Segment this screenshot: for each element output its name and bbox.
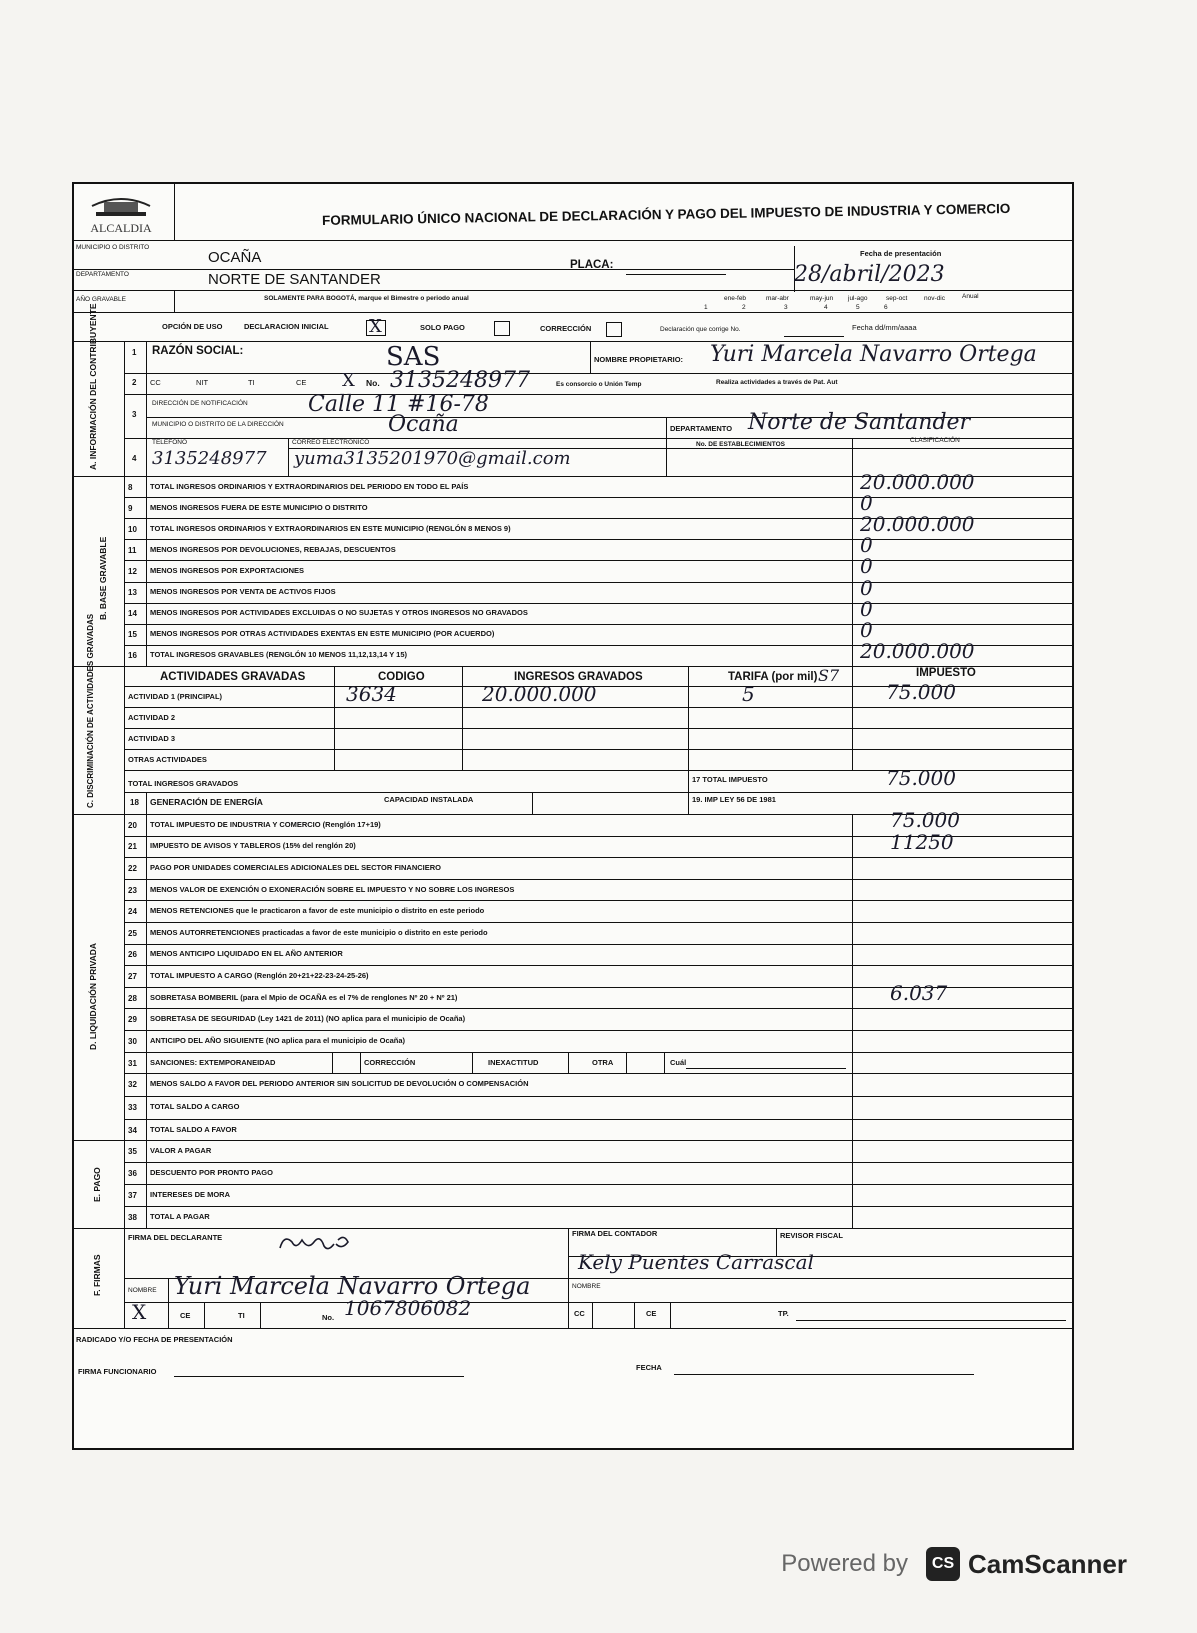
fecha-corrige-label: Fecha dd/mm/aaaa [852, 323, 917, 332]
sanciones-otra: OTRA [592, 1057, 614, 1067]
form-title: FORMULARIO ÚNICO NACIONAL DE DECLARACIÓN Y PAGO DEL IMPUESTO DE INDUSTRIA Y COMERCIO [321, 200, 1011, 229]
correo-label: CORREO ELECTRONICO [292, 439, 370, 446]
row-label-21: IMPUESTO DE AVISOS Y TABLEROS (15% del renglón 20) [150, 841, 356, 851]
propietario-value: Yuri Marcela Navarro Ortega [710, 342, 1037, 367]
row-value-14[interactable]: 0 [860, 596, 873, 621]
generacion-energia-label: GENERACIÓN DE ENERGÍA [150, 797, 263, 807]
declaracion-inicial-checkbox[interactable] [366, 316, 386, 337]
row-label-11: MENOS INGRESOS POR DEVOLUCIONES, REBAJAS, DESCUENTOS [150, 544, 396, 554]
actividad-label: OTRAS ACTIVIDADES [128, 755, 207, 764]
row-label-38: TOTAL A PAGAR [150, 1212, 210, 1221]
period-num-6: 6 [884, 304, 888, 311]
row-label-36: DESCUENTO POR PRONTO PAGO [150, 1168, 273, 1177]
placa-label: PLACA: [570, 259, 614, 271]
row-number: 32 [128, 1080, 137, 1090]
sanciones-n: 31 [128, 1058, 137, 1068]
fecha-presentacion-value: 28/abril/2023 [794, 262, 945, 287]
row-value-9[interactable]: 0 [860, 491, 873, 516]
id-no-label: No. [366, 378, 380, 388]
telefono-value: 3135248977 [152, 448, 267, 469]
row-label-30: ANTICIPO DEL AÑO SIGUIENTE (NO aplica para el municipio de Ocaña) [150, 1035, 406, 1045]
bogota-note: SOLAMENTE PARA BOGOTÁ, marque el Bimestre o periodo anual [264, 295, 469, 302]
row-number: 33 [128, 1103, 137, 1113]
actividad-label: ACTIVIDAD 1 (PRINCIPAL) [128, 692, 223, 701]
row-label-25: MENOS AUTORRETENCIONES practicadas a favor de este municipio o distrito en este periodo [150, 927, 488, 937]
row-number: 29 [128, 1015, 137, 1025]
period-num-3: 3 [784, 304, 788, 311]
nombre2-label: NOMBRE [572, 1283, 601, 1290]
direccion-label: DIRECCIÓN DE NOTIFICACIÓN [152, 400, 248, 407]
row-label-35: VALOR A PAGAR [150, 1146, 212, 1155]
municipio-value: OCAÑA [208, 249, 262, 266]
powered-by-text: Powered by [781, 1550, 909, 1577]
row-label-16: TOTAL INGRESOS GRAVABLES (RENGLÓN 10 MENOS 11,12,13,14 Y 15) [150, 650, 408, 660]
municipio-label: MUNICIPIO O DISTRITO [76, 244, 150, 251]
period-4: jul-ago [848, 295, 868, 302]
row-label-32: MENOS SALDO A FAVOR DEL PERIODO ANTERIOR SIN SOLICITUD DE DEVOLUCIÓN O COMPENSACIÓN [150, 1079, 529, 1089]
id-cc: CC [150, 378, 161, 387]
row-value-28[interactable]: 6.037 [890, 980, 948, 1005]
row-number: 15 [128, 630, 137, 640]
total-impuesto-value: 75.000 [886, 766, 956, 790]
departamento-value: NORTE DE SANTANDER [208, 271, 381, 288]
opcion-uso-label: OPCIÓN DE USO [162, 322, 223, 331]
row-label-12: MENOS INGRESOS POR EXPORTACIONES [150, 565, 305, 575]
row-number: 26 [128, 950, 137, 960]
contador-tp: TP. [778, 1309, 789, 1318]
row-number: 24 [128, 907, 137, 917]
row-value-13[interactable]: 0 [860, 575, 873, 600]
row-label-22: PAGO POR UNIDADES COMERCIALES ADICIONALES DEL SECTOR FINANCIERO [150, 863, 441, 872]
section-a-label: A. INFORMACIÓN DEL CONTRIBUYENTE [88, 303, 98, 470]
firma-declarante-label: FIRMA DEL DECLARANTE [128, 1233, 223, 1242]
total-ingresos-gravados-label: TOTAL INGRESOS GRAVADOS [128, 779, 239, 788]
ano-gravable-label: AÑO GRAVABLE [76, 296, 126, 303]
contador-name-value: Kely Puentes Carrascal [578, 1250, 814, 1274]
row-value-10[interactable]: 20.000.000 [860, 512, 975, 537]
row-label-23: MENOS VALOR DE EXENCIÓN O EXONERACIÓN SOBRE EL IMPUESTO Y NO SOBRE LOS INGRESOS [150, 884, 515, 894]
establecimientos-label: No. DE ESTABLECIMIENTOS [696, 441, 785, 448]
row-label-15: MENOS INGRESOS POR OTRAS ACTIVIDADES EXENTAS EN ESTE MUNICIPIO (POR ACUERDO) [150, 629, 495, 639]
telefono-label: TELEFONO [152, 439, 188, 446]
row-value-21[interactable]: 11250 [890, 829, 954, 854]
period-6: nov-dic [924, 295, 945, 302]
row-number: 38 [128, 1213, 137, 1222]
period-anual: Anual [962, 293, 979, 300]
period-num-2: 2 [742, 304, 746, 311]
direccion-value: Calle 11 #16-78 [308, 392, 489, 417]
camscanner-watermark [781, 1547, 1127, 1581]
row-label-14: MENOS INGRESOS POR ACTIVIDADES EXCLUIDAS O NO SUJETAS Y OTROS INGRESOS NO GRAVADOS [150, 608, 528, 618]
fecha-footer-label: FECHA [636, 1363, 662, 1372]
row-number: 13 [128, 588, 137, 598]
row-number: 36 [128, 1169, 137, 1178]
header-tarifa-note: S7 [818, 666, 840, 685]
depto-value: Norte de Santander [748, 410, 971, 435]
header-impuesto: IMPUESTO [916, 667, 976, 679]
total-impuesto-label: 17 TOTAL IMPUESTO [692, 775, 768, 784]
row-number: 25 [128, 928, 137, 938]
id-nit: NIT [196, 378, 209, 387]
row-value-20[interactable]: 75.000 [890, 808, 960, 832]
patrimonio-label: Realiza actividades a través de Pat. Aut [716, 379, 838, 386]
row-number: 9 [128, 503, 133, 513]
section-b-label: B. BASE GRAVABLE [98, 536, 108, 620]
row-number: 37 [128, 1191, 137, 1200]
revisor-fiscal-label: REVISOR FISCAL [780, 1231, 843, 1240]
row-number: 35 [128, 1147, 137, 1156]
section-f-label: F. FIRMAS [92, 1254, 102, 1296]
row-label-8: TOTAL INGRESOS ORDINARIOS Y EXTRAORDINARIOS DEL PERIODO EN TODO EL PAÍS [150, 481, 469, 491]
row-number: 27 [128, 972, 137, 981]
row-value-11[interactable]: 0 [860, 533, 873, 558]
period-num-5: 5 [856, 304, 860, 311]
declarante-name-value: Yuri Marcela Navarro Ortega [174, 1272, 531, 1300]
contador-cc: CC [574, 1309, 585, 1318]
declaracion-inicial-label: DECLARACION INICIAL [244, 322, 329, 331]
solo-pago-label: SOLO PAGO [420, 323, 465, 332]
row-number: 20 [128, 820, 137, 830]
row-label-29: SOBRETASA DE SEGURIDAD (Ley 1421 de 2011) (NO aplica para el municipio de Ocaña) [150, 1014, 466, 1024]
firma-funcionario-label: FIRMA FUNCIONARIO [78, 1367, 157, 1376]
actividad-codigo[interactable]: 3634 [346, 682, 397, 706]
id-ce: CE [296, 378, 307, 387]
period-num-1: 1 [704, 304, 708, 311]
row-label-27: TOTAL IMPUESTO A CARGO (Renglón 20+21+22-23-24-25-26) [150, 971, 369, 980]
razon-social-label: RAZÓN SOCIAL: [152, 345, 244, 357]
row-number: 10 [128, 524, 137, 534]
row-label-20: TOTAL IMPUESTO DE INDUSTRIA Y COMERCIO (Renglón 17+19) [150, 819, 381, 829]
row-label-10: TOTAL INGRESOS ORDINARIOS Y EXTRAORDINARIOS EN ESTE MUNICIPIO (RENGLÓN 8 MENOS 9) [150, 523, 511, 533]
ley56-label: 19. IMP LEY 56 DE 1981 [692, 795, 776, 804]
id-ti: TI [248, 378, 255, 387]
row-value-16[interactable]: 20.000.000 [860, 638, 975, 663]
declarante-no-value: 1067806082 [344, 1296, 472, 1320]
sanciones-cual: Cuál [670, 1057, 687, 1067]
municipio-dir-label: MUNICIPIO O DISTRITO DE LA DIRECCIÓN [152, 421, 284, 428]
actividad-label: ACTIVIDAD 3 [128, 734, 176, 743]
declarante-ce: CE [180, 1311, 191, 1320]
fecha-presentacion-label: Fecha de presentación [860, 249, 942, 258]
razon-social-value: SAS [386, 342, 441, 372]
logo-text: ALCALDIA [90, 221, 152, 235]
row-value-15[interactable]: 0 [860, 617, 873, 642]
correccion-checkbox[interactable] [606, 322, 622, 337]
header-actividades: ACTIVIDADES GRAVADAS [160, 671, 306, 683]
row-number: 8 [128, 482, 133, 492]
actividad-tarifa[interactable]: 5 [742, 682, 755, 706]
declarante-id-mark: X [132, 1300, 147, 1324]
section-c-label: C. DISCRIMINACIÓN DE ACTIVIDADES GRAVADAS [86, 613, 95, 808]
row-number: 30 [128, 1036, 137, 1046]
id-no-value: 3135248977 [390, 368, 530, 393]
row-value-12[interactable]: 0 [860, 554, 873, 579]
row-label-37: INTERESES DE MORA [150, 1190, 231, 1199]
solo-pago-checkbox[interactable] [494, 321, 510, 336]
sanciones-correccion: CORRECCIÓN [364, 1057, 416, 1067]
row-number: 12 [128, 566, 137, 576]
actividad-label: ACTIVIDAD 2 [128, 713, 176, 722]
departamento-label: DEPARTAMENTO [76, 271, 129, 278]
id-mark: X [342, 370, 355, 391]
row-label-28: SOBRETASA BOMBERIL (para el Mpio de OCAÑA es el 7% de renglones Nº 20 + Nº 21) [150, 992, 458, 1002]
sanciones-inexactitud: INEXACTITUD [488, 1057, 539, 1067]
depto-label: DEPARTAMENTO [670, 424, 733, 433]
row-number: 16 [128, 651, 137, 661]
period-5: sep-oct [886, 295, 908, 302]
section-d-label: D. LIQUIDACIÓN PRIVADA [88, 942, 98, 1050]
actividad-impuesto[interactable]: 75.000 [886, 680, 956, 704]
capacidad-instalada-label: CAPACIDAD INSTALADA [384, 795, 474, 804]
correo-value: yuma3135201970@gmail.com [294, 448, 571, 469]
section-e-label: E. PAGO [92, 1167, 102, 1202]
camscanner-logo-icon: CS [926, 1547, 960, 1581]
contador-ce: CE [646, 1309, 657, 1318]
row-number: 22 [128, 864, 137, 873]
header-tarifa: TARIFA (por mil) [728, 671, 818, 683]
row-number: 34 [128, 1126, 137, 1136]
row-number: 23 [128, 885, 137, 895]
actividad-ingresos[interactable]: 20.000.000 [482, 682, 597, 706]
row-label-24: MENOS RETENCIONES que le practicaron a favor de este municipio o distrito en este periodo [150, 906, 485, 916]
row-value-8[interactable]: 20.000.000 [860, 470, 975, 494]
radicado-label: RADICADO Y/O FECHA DE PRESENTACIÓN [76, 1335, 233, 1344]
period-num-4: 4 [824, 304, 828, 311]
camscanner-brand: CamScanner [968, 1548, 1127, 1579]
row-label-9: MENOS INGRESOS FUERA DE ESTE MUNICIPIO O DISTRITO [150, 502, 368, 512]
ica-declaration-form: ALCALDIA FORMULARIO ÚNICO NACIONAL DE DECLARACIÓN Y PAGO DEL IMPUESTO DE INDUSTRIA Y COMERCIO MUNICIPIO O DISTRITO OCAÑA PLACA: Fecha de presentación 28/abril/2023 DEPARTAMENTO NORTE DE SANTANDER AÑO GRAVABLE SOLAMENTE PARA BOGOTÁ, marque el Bimestre o periodo anual ene-feb mar-abr may-jun jul-ago sep-oct nov-dic Anual 1 2 3 4 5 6 OPCIÓN DE USO DECLARACION INICIAL X SOLO PAGO CORRECCIÓN Declaración que corrige No. Fecha dd/mm/aaaa A. INFORMACIÓN DEL CONTRIBUYENTE 1 RAZÓN SOCIAL: SAS NOMBRE PROPIETARIO: Yuri Marcela Navarro Ortega 2 CC NIT TI CE X No. 3135248977 Es consorcio o Unión Temp Realiza actividades a través de Pat. Aut 3 DIRECCIÓN DE NOTIFICACIÓN Calle 11 #16-78 MUNICIPIO O DISTRITO DE LA DIRECCIÓN Ocaña DEPARTAMENTO Norte de Santander 4 TELEFONO 3135248977 CORREO ELECTRONICO yuma3135201970@gmail.com No. DE ESTABLECIMIENTOS CLASIFICACIÓN B. BASE GRAVABLE C. DISCRIMINACIÓN DE ACTIVIDADES GRAVADAS ACTIVIDADES GRAVADAS CODIGO INGRESOS GRAVADOS TARIFA (por mil) S7 IMPUESTO TOTAL INGRESOS GRAVADOS 17 TOTAL IMPUESTO 75.000 18 GENERACIÓN DE ENERGÍA CAPACIDAD INSTALADA 19. IMP LEY 56 DE 1981 D. LIQUIDACIÓN PRIVADA E. PAGO F. FIRMAS FIRMA DEL DECLARANTE FIRMA DEL CONTADOR REVISOR FISCAL Kely Puentes Carrascal NOMBRE Yuri Marcela Navarro Ortega NOMBRE X CE TI No. 1067806082 CC CE TP. RADICADO Y/O FECHA DE PRESENTACIÓN FIRMA FUNCIONARIO FECHA 8 TOTAL INGRESOS ORDINARIOS Y EXTRAORDINARIOS DEL PERIODO EN TODO EL PAÍS 20.000.000 9 MENOS INGRESOS FUERA DE ESTE MUNICIPIO O DISTRITO 0 10 TOTAL INGRESOS ORDINARIOS Y EXTRAORDINARIOS EN ESTE MUNICIPIO (RENGLÓN 8 MENOS 9) 20.000.000 11 MENOS INGRESOS POR DEVOLUCIONES, REBAJAS, DESCUENTOS 0 12 MENOS INGRESOS POR EXPORTACIONES 0 13 MENOS INGRESOS POR VENTA DE ACTIVOS FIJOS 0 14 MENOS INGRESOS POR ACTIVIDADES EXCLUIDAS O NO SUJETAS Y OTROS INGRESOS NO GRAVADOS 0 15 MENOS INGRESOS POR OTRAS ACTIVIDADES EXENTAS EN ESTE MUNICIPIO (POR ACUERDO) 0 16 TOTAL INGRESOS GRAVABLES (RENGLÓN 10 MENOS 11,12,13,14 Y 15) 20.000.000 20 TOTAL IMPUESTO DE INDUSTRIA Y COMERCIO (Renglón 17+19) 75.000 21 IMPUESTO DE AVISOS Y TABLEROS (15% del renglón 20) 11250 22 PAGO POR UNIDADES COMERCIALES ADICIONALES DEL SECTOR FINANCIERO 23 MENOS VALOR DE EXENCIÓN O EXONERACIÓN SOBRE EL IMPUESTO Y NO SOBRE LOS INGRESOS 24 MENOS RETENCIONES que le practicaron a favor de este municipio o distrito en este periodo 25 MENOS AUTORRETENCIONES practicadas a favor de este municipio o distrito en este periodo 26 MENOS ANTICIPO LIQUIDADO EN EL AÑO ANTERIOR 27 TOTAL IMPUESTO A CARGO (Renglón 20+21+22-23-24-25-26) 28 SOBRETASA BOMBERIL (para el Mpio de OCAÑA es el 7% de renglones Nº 20 + Nº 21) 6.037 29 SOBRETASA DE SEGURIDAD (Ley 1421 de 2011) (NO aplica para el municipio de Ocaña) 30 ANTICIPO DEL AÑO SIGUIENTE (NO aplica para el municipio de Ocaña) 31 SANCIONES: EXTEMPORANEIDAD CORRECCIÓN INEXACTITUD OTRA Cuál 32 MENOS SALDO A FAVOR DEL PERIODO ANTERIOR SIN SOLICITUD DE DEVOLUCIÓN O COMPENSACIÓN 33 TOTAL SALDO A CARGO 34 TOTAL SALDO A FAVOR 35 VALOR A PAGAR 36 DESCUENTO POR PRONTO PAGO 37 INTERESES DE MORA 38 TOTAL A PAGAR ACTIVIDAD 1 (PRINCIPAL) 3634 20.000.000 5 75.000 ACTIVIDAD 2 ACTIVIDAD 3 OTRAS ACTIVIDADES [72, 182, 1074, 1450]
row-label-33: TOTAL SALDO A CARGO [150, 1102, 240, 1112]
clasificacion-label: CLASIFICACIÓN [910, 437, 960, 444]
row-number: 28 [128, 993, 137, 1003]
consorcio-label: Es consorcio o Unión Temp [556, 381, 642, 388]
firma-contador-label: FIRMA DEL CONTADOR [572, 1229, 658, 1238]
period-3: may-jun [810, 295, 834, 302]
row-label-13: MENOS INGRESOS POR VENTA DE ACTIVOS FIJOS [150, 587, 336, 597]
nombre-label: NOMBRE [128, 1287, 157, 1294]
municipal-logo [82, 190, 160, 236]
header-codigo: CODIGO [378, 671, 425, 683]
header-ingresos: INGRESOS GRAVADOS [514, 671, 643, 683]
municipio-dir-value: Ocaña [388, 412, 459, 437]
corrige-label: Declaración que corrige No. [660, 326, 741, 333]
row-number: 21 [128, 842, 137, 852]
declarante-no-label: No. [322, 1313, 335, 1322]
period-2: mar-abr [766, 295, 789, 302]
row-label-34: TOTAL SALDO A FAVOR [150, 1125, 237, 1135]
sanciones-label: SANCIONES: EXTEMPORANEIDAD [150, 1057, 276, 1067]
correccion-label: CORRECCIÓN [540, 324, 592, 333]
row-number: 14 [128, 609, 137, 619]
row-number: 11 [128, 545, 137, 555]
declarante-signature [274, 1230, 364, 1258]
propietario-label: NOMBRE PROPIETARIO: [594, 355, 684, 364]
declaracion-inicial-mark: X [369, 316, 382, 337]
declarante-ti: TI [238, 1311, 245, 1320]
row-label-26: MENOS ANTICIPO LIQUIDADO EN EL AÑO ANTERIOR [150, 949, 343, 959]
period-1: ene-feb [724, 295, 747, 302]
